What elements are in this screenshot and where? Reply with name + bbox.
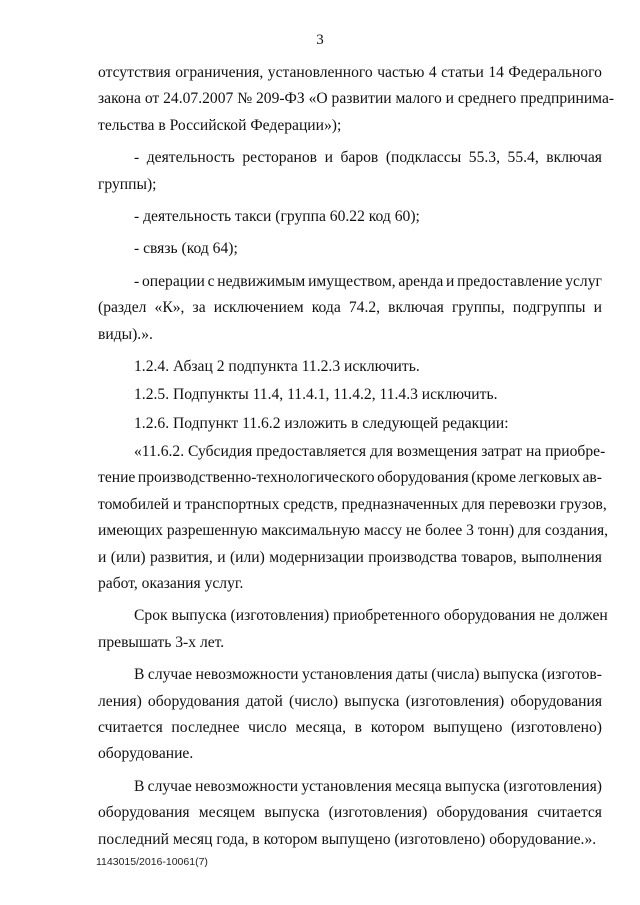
- word: (изготовлено): [511, 718, 602, 736]
- text-line: [98, 774, 602, 800]
- paragraph: [98, 269, 602, 348]
- word: 1.2.6. Подпункт 11.6.2 изложить в следующей редакции:: [134, 414, 509, 432]
- word: оборудования: [436, 804, 529, 822]
- word: В: [134, 666, 145, 684]
- word: виды).».: [98, 325, 153, 343]
- word: и: [217, 548, 226, 566]
- word: месяца,: [295, 718, 346, 736]
- word: 74.2,: [348, 299, 381, 317]
- text-line: [98, 545, 602, 571]
- page-number: 3: [316, 32, 324, 48]
- word: оборудование.: [98, 745, 194, 763]
- word: (или): [110, 548, 146, 566]
- word: оборудования: [98, 804, 190, 822]
- word: группы,: [451, 299, 505, 317]
- text-line: [98, 465, 602, 491]
- text-line: [98, 86, 615, 112]
- word: включая: [388, 299, 444, 317]
- text-line: [98, 827, 602, 853]
- text-line: [98, 571, 602, 597]
- text-line: [98, 354, 602, 380]
- text-line: [98, 689, 602, 715]
- word: кода: [311, 299, 341, 317]
- word: группы);: [98, 175, 157, 193]
- word: (кроме: [471, 469, 517, 487]
- word: (изготовления): [405, 692, 505, 710]
- word: аренда: [398, 272, 444, 290]
- word: развития,: [150, 548, 213, 566]
- word: 4: [428, 64, 437, 81]
- word: имуществом,: [308, 272, 396, 290]
- word: оборудования: [510, 692, 602, 710]
- word: легковых: [518, 469, 580, 487]
- word: выпуска: [444, 777, 501, 795]
- text-line: [98, 439, 606, 465]
- word: 1.2.5. Подпункты 11.4, 11.4.1, 11.4.2, 11.4.3 исключить.: [134, 386, 498, 404]
- word: (или): [229, 548, 265, 566]
- word: невозможности: [195, 666, 299, 684]
- word: подгруппы: [512, 299, 586, 317]
- word: последний месяц года, в котором выпущено (изготовлено) оборудование.».: [98, 830, 597, 848]
- word: -: [134, 149, 140, 167]
- text-line: [98, 603, 608, 629]
- word: модернизации: [269, 548, 364, 566]
- word: выпуска: [482, 666, 539, 684]
- word: и: [98, 548, 107, 566]
- word: производства: [368, 548, 458, 566]
- text-line: [98, 60, 602, 86]
- word: установленного: [267, 64, 373, 81]
- word: томобилей и транспортных средств, предназначенных для перевозки грузов,: [98, 495, 607, 513]
- text-line: [98, 382, 602, 408]
- word: Федерального: [508, 64, 602, 81]
- word: выпуска: [264, 804, 320, 822]
- paragraph: [98, 382, 602, 408]
- word: установления: [301, 777, 392, 795]
- paragraph: [98, 603, 608, 656]
- text-line: [98, 322, 602, 348]
- word: деятельность: [146, 149, 235, 167]
- text-line: [98, 295, 602, 321]
- word: недвижимым: [217, 272, 306, 290]
- word: котором: [370, 718, 425, 736]
- word: включая: [546, 149, 602, 167]
- word: тельства в Российской Федерации»);: [98, 116, 342, 134]
- text-line: [98, 236, 602, 262]
- word: даты: [396, 666, 428, 684]
- word: 14: [488, 64, 504, 81]
- word: (раздел: [98, 299, 147, 317]
- word: В: [134, 777, 145, 795]
- word: ления): [98, 692, 142, 710]
- word: «11.6.2. Субсидия предоставляется для возмещения затрат на приобре-: [134, 443, 606, 461]
- word: закона от 24.07.2007 № 209-ФЗ «О развитии малого и среднего предпринима-: [98, 90, 615, 108]
- text-line: [98, 741, 602, 767]
- word: баров: [340, 149, 379, 167]
- word: и: [446, 272, 455, 290]
- word: и: [324, 149, 333, 167]
- word: (подклассы: [385, 149, 462, 167]
- text-line: [98, 411, 602, 437]
- text-line: [98, 662, 602, 688]
- paragraph: [98, 354, 602, 380]
- word: месяца: [395, 777, 442, 795]
- word: (изготов-: [541, 666, 602, 684]
- word: 55.3,: [468, 149, 500, 167]
- text-line: [98, 204, 602, 230]
- word: ресторанов: [242, 149, 318, 167]
- paragraph: [98, 439, 609, 597]
- text-line: [98, 269, 602, 295]
- word: исключением: [213, 299, 304, 317]
- word: оборудования: [147, 692, 240, 710]
- word: (число): [289, 692, 339, 710]
- word: производственно-технологического: [137, 469, 375, 487]
- word: считается: [98, 718, 163, 736]
- word: выпуска: [344, 692, 400, 710]
- word: (числа): [431, 666, 480, 684]
- word: 55.4,: [507, 149, 539, 167]
- word: тение: [98, 469, 136, 487]
- document-code: 1143015/2016-10061(7): [96, 856, 208, 868]
- document-body: [98, 60, 615, 853]
- word: считается: [537, 804, 602, 822]
- paragraph: [98, 60, 615, 139]
- word: работ, оказания услуг.: [98, 575, 244, 593]
- word: с: [207, 272, 215, 290]
- word: -: [134, 272, 140, 290]
- word: (изготовления): [328, 804, 428, 822]
- word: «К»,: [154, 299, 185, 317]
- text-line: [98, 518, 609, 544]
- word: месяцем: [198, 804, 256, 822]
- word: ав-: [582, 469, 602, 487]
- paragraph: [98, 204, 602, 230]
- word: - связь (код 64);: [134, 240, 238, 258]
- paragraph: [98, 236, 602, 262]
- word: и: [593, 299, 602, 317]
- text-line: [98, 113, 602, 139]
- word: выпущено: [433, 718, 503, 736]
- word: товаров,: [461, 548, 517, 566]
- text-line: [98, 630, 602, 656]
- word: датой: [245, 692, 283, 710]
- paragraph: [98, 662, 602, 768]
- text-line: [98, 800, 602, 826]
- word: Срок выпуска (изготовления) приобретенного оборудования не должен: [134, 607, 608, 625]
- word: превышать 3-х лет.: [98, 633, 225, 651]
- word: в: [354, 718, 363, 736]
- word: предоставление: [457, 272, 563, 290]
- text-line: [98, 715, 602, 741]
- word: - деятельность такси (группа 60.22 код 60);: [134, 207, 420, 225]
- text-line: [98, 145, 602, 171]
- word: оборудования: [377, 469, 469, 487]
- word: услуг: [565, 272, 602, 290]
- word: частью: [377, 64, 425, 81]
- word: статьи: [441, 64, 484, 81]
- word: число: [248, 718, 287, 736]
- word: 1.2.4. Абзац 2 подпункта 11.2.3 исключить.: [134, 357, 420, 375]
- text-line: [98, 172, 602, 198]
- word: имеющих разрешенную максимальную массу не более 3 тонн) для создания,: [98, 522, 609, 540]
- word: установления: [302, 666, 393, 684]
- word: ограничения,: [175, 64, 264, 81]
- word: случае: [147, 666, 193, 684]
- word: выполнения: [521, 548, 602, 566]
- paragraph: [98, 411, 602, 437]
- word: (изготовления): [503, 777, 602, 795]
- paragraph: [98, 774, 602, 853]
- word: отсутствия: [98, 64, 171, 81]
- paragraph: [98, 145, 602, 198]
- text-line: [98, 492, 607, 518]
- word: за: [192, 299, 206, 317]
- word: невозможности: [195, 777, 299, 795]
- word: операции: [141, 272, 205, 290]
- word: случае: [147, 777, 192, 795]
- word: последнее: [171, 718, 240, 736]
